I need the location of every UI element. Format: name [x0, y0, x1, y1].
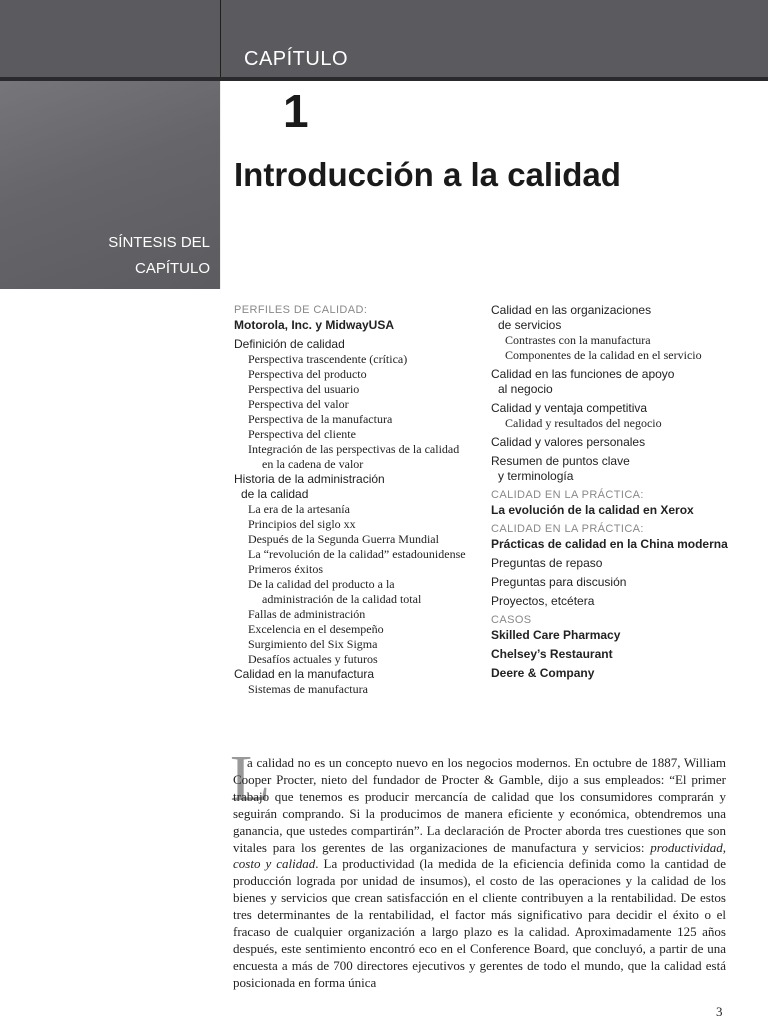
- outline-item: de servicios: [498, 318, 562, 332]
- outline-item: Principios del siglo xx: [248, 517, 356, 531]
- outline-item: Excelencia en el desempeño: [248, 622, 384, 636]
- outline-item: Preguntas de repaso: [491, 556, 603, 570]
- outline-item: Calidad en las organizaciones: [491, 303, 652, 317]
- outline-item: en la cadena de valor: [262, 457, 364, 471]
- outline-item: Surgimiento del Six Sigma: [248, 637, 378, 651]
- outline-item: Contrastes con la manufactura: [505, 333, 651, 347]
- outline-item: Prácticas de calidad en la China moderna: [491, 537, 728, 551]
- outline-item: Perspectiva del usuario: [248, 382, 360, 396]
- body-text-italic: productividad, costo y calidad: [233, 839, 726, 872]
- outline-item: PERFILES DE CALIDAD:: [234, 304, 368, 316]
- page-number: 3: [716, 1004, 723, 1019]
- chapter-title: Introducción a la calidad: [234, 156, 621, 193]
- outline-item: administración de la calidad total: [262, 592, 422, 606]
- outline-item: Desafíos actuales y futuros: [248, 652, 378, 666]
- outline-item: Perspectiva trascendente (crítica): [248, 352, 408, 366]
- outline-item: Deere & Company: [491, 666, 595, 680]
- chapter-label: CAPÍTULO: [244, 48, 349, 70]
- outline-item: Calidad y resultados del negocio: [505, 416, 662, 430]
- outline-item: Chelsey’s Restaurant: [491, 647, 613, 661]
- outline-item: CALIDAD EN LA PRÁCTICA:: [491, 489, 644, 501]
- header-bar: [0, 0, 768, 77]
- outline-item: La evolución de la calidad en Xerox: [491, 503, 694, 517]
- drop-cap: L: [230, 742, 271, 815]
- outline-item: Definición de calidad: [234, 337, 345, 351]
- outline-item: Resumen de puntos clave: [491, 454, 630, 468]
- header-divider: [220, 0, 221, 77]
- outline-item: Motorola, Inc. y MidwayUSA: [234, 318, 395, 332]
- outline-item: Sistemas de manufactura: [248, 682, 368, 696]
- outline-item: Preguntas para discusión: [491, 575, 627, 589]
- outline-item: Fallas de administración: [248, 607, 366, 621]
- outline-item: y terminología: [498, 469, 574, 483]
- outline-item: De la calidad del producto a la: [248, 577, 395, 591]
- header-rule: [0, 77, 768, 81]
- outline-item: Calidad y valores personales: [491, 435, 646, 449]
- outline-item: La era de la artesanía: [248, 502, 350, 516]
- outline-item: CALIDAD EN LA PRÁCTICA:: [491, 523, 644, 535]
- outline-item: al negocio: [498, 382, 553, 396]
- outline-item: Primeros éxitos: [248, 562, 323, 576]
- outline-item: de la calidad: [241, 487, 309, 501]
- body-text-rest: . La productividad (la medida de la eficiencia definida como la cantidad de producción lograda por unidad de insumos), el costo de las operaciones y la calidad de los bienes y servicios que crean satisfacción en el cliente contribuyen a la rentabilidad. De estos tres determinantes de la rentabilidad, el factor más significativo para decidir el éxito o el fracaso de cualquier organización a largo plazo es la calidad. Aproximadamente 125 años después, este sentimiento encontró eco en el Conference Board, que concluyó, a partir de una encuesta a más de 700 directores ejecutivos y gerentes de todo el mundo, que la calidad está posicionada en forma única: [233, 856, 726, 990]
- synopsis-line-2: CAPÍTULO: [134, 260, 210, 277]
- outline-item: Proyectos, etcétera: [491, 594, 595, 608]
- outline-item: Después de la Segunda Guerra Mundial: [248, 532, 439, 546]
- body-text-start: a calidad no es un concepto nuevo en los negocios modernos. En octubre de 1887, William Cooper Procter, nieto del fundador de Procter & Gamble, dijo a sus empleados: “El primer trabajo que tenemos es producir mercancía de calidad que los consumidores comprarán y seguirán comprando. Si la producimos de manera eficiente y económica, obtendremos una ganancia, que ustedes compartirán”. La declaración de Procter aborda tres cuestiones que son vitales para los gerentes de las organizaciones de manufactura y servicios:: [233, 755, 726, 855]
- panel-divider: [220, 81, 221, 289]
- outline-item: Calidad en las funciones de apoyo: [491, 367, 675, 381]
- outline-item: Skilled Care Pharmacy: [491, 628, 621, 642]
- outline-item: Perspectiva del producto: [248, 367, 367, 381]
- outline-item: Perspectiva de la manufactura: [248, 412, 393, 426]
- outline-item: Calidad en la manufactura: [234, 667, 375, 681]
- outline-item: Calidad y ventaja competitiva: [491, 401, 648, 415]
- outline-item: Componentes de la calidad en el servicio: [505, 348, 702, 362]
- outline-item: La “revolución de la calidad” estadounidense: [248, 547, 466, 561]
- outline-right-column: [491, 303, 761, 681]
- outline-item: Integración de las perspectivas de la calidad: [248, 442, 460, 456]
- outline-left-column: [234, 303, 484, 697]
- synopsis-line-1: SÍNTESIS DEL: [108, 234, 210, 251]
- synopsis-heading: [108, 230, 210, 282]
- chapter-number: 1: [283, 85, 309, 137]
- outline-item: Perspectiva del valor: [248, 397, 349, 411]
- outline-item: Historia de la administración: [234, 472, 385, 486]
- outline-item: Perspectiva del cliente: [248, 427, 356, 441]
- body-paragraph: [233, 755, 726, 992]
- outline-item: CASOS: [491, 614, 532, 626]
